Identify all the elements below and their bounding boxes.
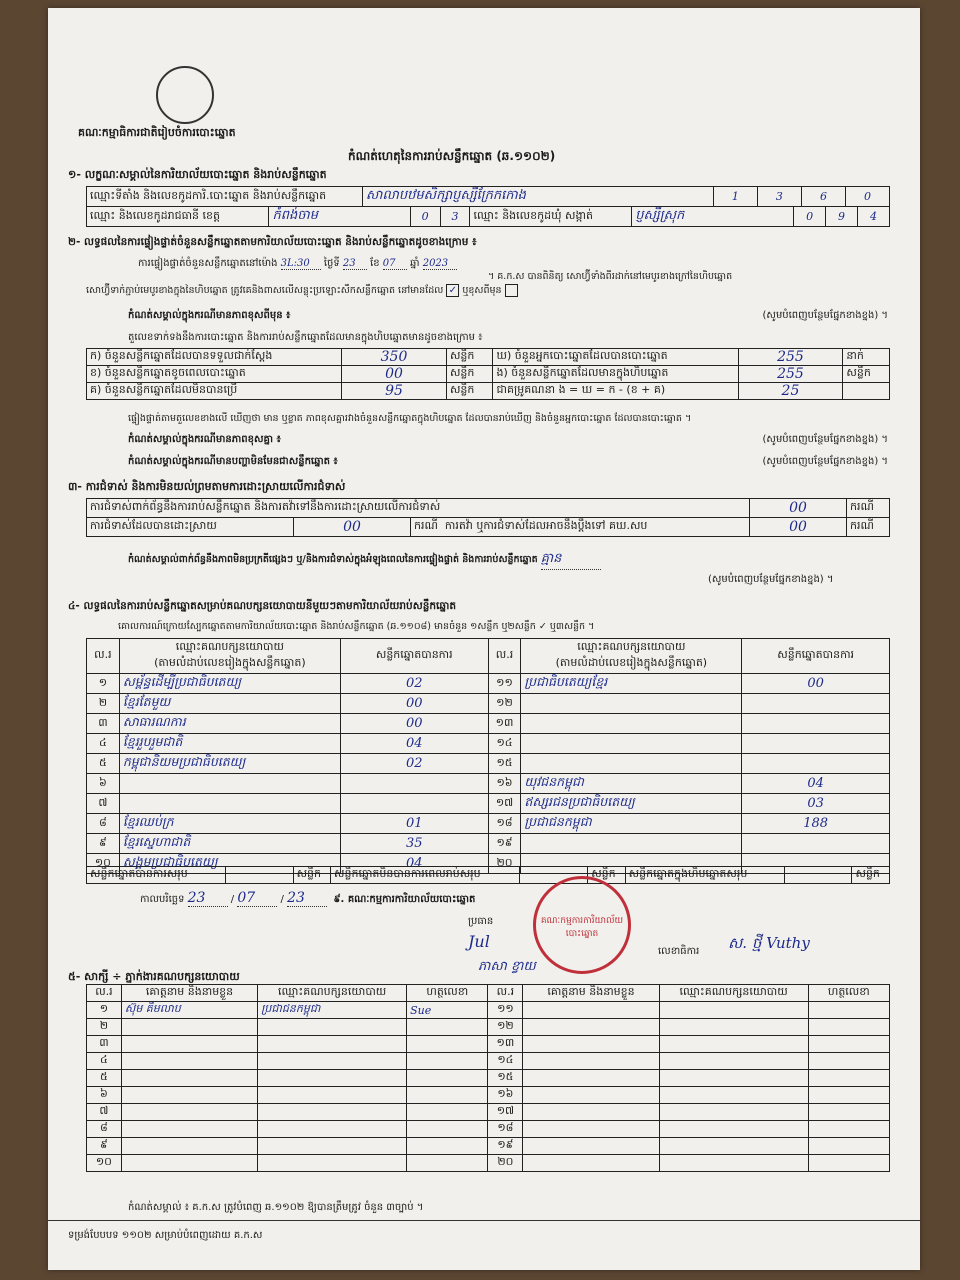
party-no: ១១: [488, 674, 521, 694]
witness-no: ៥: [87, 1070, 122, 1087]
footnote: កំណត់សម្គាល់ ៖ គ.ក.ស ត្រូវបំពេញ ឆ.១១០២ ឱ្យបានត្រឹមត្រូវ ចំនួន ៣ច្បាប់ ។: [128, 1202, 424, 1213]
date-month: 07: [237, 890, 277, 907]
col-sign-header: ហត្ថលេខា: [407, 985, 488, 1002]
party-no: ៥: [87, 754, 120, 774]
site-code-digit: 1: [713, 187, 757, 207]
irregularity-value: គ្មាន: [541, 550, 601, 570]
col-party-title: ឈ្មោះគណបក្សនយោបាយ: [577, 640, 686, 653]
party-votes: 35: [340, 834, 488, 854]
witness-no: ១: [87, 1002, 122, 1019]
verification-line: [138, 256, 457, 271]
witness-party: [659, 1036, 808, 1053]
witness-no: ១៣: [488, 1036, 523, 1053]
section1-table-row2: [86, 206, 890, 227]
witness-name: [523, 1053, 659, 1070]
party-no: ១៥: [488, 754, 521, 774]
witness-row: [87, 1053, 890, 1070]
party-name: [521, 754, 742, 774]
witness-party: [258, 1087, 407, 1104]
party-no: ១: [87, 674, 120, 694]
witness-signature: [808, 1036, 889, 1053]
year-label: ឆ្នាំ: [409, 258, 420, 269]
party-no: ១០: [87, 854, 120, 874]
witness-party: [258, 1121, 407, 1138]
witness-signature: [407, 1138, 488, 1155]
figure-value: 25: [738, 383, 843, 400]
province-code-digit: 3: [440, 207, 470, 227]
witness-no: ១៤: [488, 1053, 523, 1070]
party-votes: [340, 774, 488, 794]
site-code-digit: 0: [845, 187, 889, 207]
party-no: ២០: [488, 854, 521, 874]
witness-row: [87, 1036, 890, 1053]
party-name: ប្រជាធិបតេយ្យខ្មែរ: [521, 674, 742, 694]
witness-signature: [407, 1070, 488, 1087]
witness-party: [258, 1053, 407, 1070]
totals-row: [86, 866, 890, 884]
discrepancy-note-label: កំណត់សម្គាល់ក្នុងករណីមានភាពខុសគ្នា ៖: [128, 434, 281, 445]
witness-name: [523, 1087, 659, 1104]
seal-line: [86, 284, 518, 298]
committee-name: គណៈកម្មាធិការជាតិរៀបចំការបោះឆ្នោត: [78, 126, 236, 139]
witness-no: ១៥: [488, 1070, 523, 1087]
col-party-header: ឈ្មោះគណបក្សនយោបាយ: [258, 985, 407, 1002]
witness-name: [523, 1002, 659, 1019]
commune-label: ឈ្មោះ និងលេខកូដឃុំ សង្កាត់: [470, 207, 632, 227]
fill-note: (សូមបំពេញបន្ថែមផ្នែកខាងខ្នង) ។: [762, 456, 888, 467]
witness-row: [87, 1087, 890, 1104]
col-sign-header: ហត្ថលេខា: [808, 985, 889, 1002]
witness-row: [87, 1155, 890, 1172]
witness-no: ១៦: [488, 1087, 523, 1104]
party-result-row: [87, 774, 890, 794]
party-no: ១៨: [488, 814, 521, 834]
party-votes: 04: [742, 774, 890, 794]
witness-party: [659, 1121, 808, 1138]
party-votes: 03: [742, 794, 890, 814]
party-name: សង្គមប្រជាធិបតេយ្យ: [119, 854, 340, 874]
party-name: ប្រជាជនកម្ពុជា: [521, 814, 742, 834]
witness-party: [659, 1087, 808, 1104]
total-invalid-label: សន្លឹកឆ្នោតមិនបានការពេលរាប់សរុប: [331, 867, 520, 884]
party-no: ២: [87, 694, 120, 714]
figure-value: 255: [738, 366, 843, 383]
witness-name: ស៊ុម គឹមលាប: [121, 1002, 257, 1019]
party-no: ១៦: [488, 774, 521, 794]
figure-unit: នាក់: [843, 349, 890, 366]
party-name: សាធារណការ: [119, 714, 340, 734]
witness-signature: [407, 1121, 488, 1138]
figure-label: ជាគម្រូគណនា ង = ឃ = ក - (ខ + គ): [493, 383, 738, 400]
witness-signature: Sue: [407, 1002, 488, 1019]
party-votes: 00: [340, 694, 488, 714]
witness-signature: [808, 1053, 889, 1070]
witness-signature: [407, 1053, 488, 1070]
appeal-label: ការតវ៉ា ឬការជំទាស់ដែលអាចនឹងប្តឹងទៅ គឃ.សប: [444, 519, 648, 532]
commune-code-digit: 0: [794, 207, 826, 227]
appeal-value: 00: [750, 518, 847, 537]
witness-signature: [808, 1070, 889, 1087]
section3-title: ៣- ការជំទាស់ និងការមិនយល់ព្រមតាមការដោះស្រាយលើការជំទាស់: [68, 480, 346, 493]
witness-name: [121, 1104, 257, 1121]
witness-no: ១៧: [488, 1104, 523, 1121]
party-name: ខ្មែរស្នេហាជាតិ: [119, 834, 340, 854]
col-no-header: ល.រ: [488, 985, 523, 1002]
site-code-digit: 3: [757, 187, 801, 207]
figure-unit: សន្លឹក: [843, 366, 890, 383]
party-votes: 04: [340, 854, 488, 874]
party-no: ៧: [87, 794, 120, 814]
witness-party: [258, 1070, 407, 1087]
stamp-text: គណៈកម្មការការិយាល័យបោះឆ្នោត: [540, 916, 624, 939]
party-votes: [742, 734, 890, 754]
party-votes: [742, 834, 890, 854]
change-note-label: កំណត់សម្គាល់ក្នុងករណីមានភាពខុសពីមុន ៖: [128, 310, 291, 321]
day-label: ថ្ងៃទី: [323, 258, 340, 269]
witness-row: [87, 1019, 890, 1036]
resolved-label: ការជំទាស់ដែលបានដោះស្រាយ: [87, 518, 294, 537]
party-votes: 00: [340, 714, 488, 734]
witness-row: [87, 1138, 890, 1155]
party-result-row: [87, 794, 890, 814]
witness-party: [659, 1053, 808, 1070]
irregularity-note: [128, 550, 601, 570]
party-no: ១៤: [488, 734, 521, 754]
party-name: [521, 714, 742, 734]
witness-name: [523, 1155, 659, 1172]
party-result-row: [87, 674, 890, 694]
witness-no: ១៨: [488, 1121, 523, 1138]
col-votes-header: សន្លឹកឆ្នោតបានការ: [742, 639, 890, 674]
province-value: កំពង់ចាម: [269, 207, 410, 227]
discrepancy-note-line: [128, 432, 888, 447]
figure-label: ង) ចំនួនសន្លឹកឆ្នោតដែលមានក្នុងហិបឆ្នោត: [493, 366, 738, 383]
witness-party: [258, 1138, 407, 1155]
witness-no: ៦: [87, 1087, 122, 1104]
witness-name: [523, 1104, 659, 1121]
form-footer: ទម្រង់បែបបទ ១១០២ សម្រាប់បំពេញដោយ គ.ក.ស: [68, 1230, 263, 1241]
witness-party: [659, 1104, 808, 1121]
secretary-signature: ស. ថ្មី Vuthy: [728, 934, 810, 952]
ballot-count-form: [48, 8, 920, 1270]
chair-signature: Jul: [468, 932, 490, 951]
witness-signature: [407, 1036, 488, 1053]
figure-value: 255: [738, 349, 843, 366]
witness-table: [86, 984, 890, 1172]
section2-title: ២- លទ្ធផលនៃការផ្ទៀងផ្ទាត់ចំនួនសន្លឹកឆ្នោតតាមការិយាល័យបោះឆ្នោត និងរាប់សន្លឹកឆ្នោតដូចខាងក្រោម ៖: [68, 236, 477, 248]
witness-no: ២០: [488, 1155, 523, 1172]
witness-name: [121, 1036, 257, 1053]
col-party-subtitle: (តាមលំដាប់លេខរៀងក្នុងសន្លឹកឆ្នោត): [555, 656, 708, 669]
party-result-row: [87, 734, 890, 754]
party-name: [119, 794, 340, 814]
witness-signature: [407, 1104, 488, 1121]
party-votes: 188: [742, 814, 890, 834]
seal-changed-label: ឬខុសពីមុន: [462, 285, 502, 296]
fill-note: (សូមបំពេញបន្ថែមផ្នែកខាងខ្នង) ។: [708, 574, 834, 585]
figure-label: ក) ចំនួនសន្លឹកឆ្នោតដែលបានទទួលជាក់ស្តែង: [87, 349, 342, 366]
figure-unit: សន្លឹក: [446, 349, 493, 366]
party-votes: [742, 754, 890, 774]
party-no: ៩: [87, 834, 120, 854]
figure-unit: [843, 383, 890, 400]
witness-party: ប្រជាជនកម្ពុជា: [258, 1002, 407, 1019]
witness-name: [121, 1019, 257, 1036]
witness-party: [258, 1104, 407, 1121]
witness-name: [523, 1121, 659, 1138]
section4-title: ៤- លទ្ធផលនៃការរាប់សន្លឹកឆ្នោតសម្រាប់គណបក្សនយោបាយនីមួយៗតាមការិយាល័យរាប់សន្លឹកឆ្នោត: [68, 600, 457, 612]
non-ballot-note-line: [128, 454, 888, 469]
party-votes: 01: [340, 814, 488, 834]
figures-row: [87, 366, 890, 383]
figure-label: ឃ) ចំនួនអ្នកបោះឆ្នោតដែលបានបោះឆ្នោត: [493, 349, 738, 366]
figure-value: 350: [342, 349, 447, 366]
col-party-title: ឈ្មោះគណបក្សនយោបាយ: [175, 640, 284, 653]
party-result-row: [87, 814, 890, 834]
party-name: [119, 774, 340, 794]
footer-divider: [48, 1220, 920, 1221]
nec-emblem-icon: [156, 66, 214, 124]
party-no: ១២: [488, 694, 521, 714]
committee-signature-label: ៩. គណៈកម្មការការិយាល័យបោះឆ្នោត: [333, 894, 476, 905]
party-result-row: [87, 714, 890, 734]
date-year: 23: [287, 890, 327, 907]
objections-table: [86, 498, 890, 537]
section5-title: ៥- សាក្សី ÷ ភ្នាក់ងារគណបក្សនយោបាយ: [68, 970, 240, 983]
section1-title: ១- លក្ខណៈសម្គាល់នៃការិយាល័យបោះឆ្នោត និងរាប់សន្លឹកឆ្នោត: [68, 168, 327, 181]
party-name: យុវជនកម្ពុជា: [521, 774, 742, 794]
figure-value: 00: [342, 366, 447, 383]
witness-no: ៨: [87, 1121, 122, 1138]
witness-name: [523, 1036, 659, 1053]
party-name: ខ្មែរឈប់ក្រ: [119, 814, 340, 834]
compare-line: ផ្ទៀងផ្ទាត់តាមតួលេខខាងលើ ឃើញថា មាន ឬខ្លាត ភាពខុសគ្នារវាងចំនួនសន្លឹកឆ្នោតក្នុងហិបឆ្នោត ដែលបានរាប់ឃើញ និងចំនួនអ្នកបោះឆ្នោត ដែលបានបោះឆ្នោត ។: [128, 413, 692, 424]
section4-subtitle: គោលការណ៍ក្រោយស្បែកឆ្នោតតាមការិយាល័យបោះឆ្នោត និងរាប់សន្លឹកឆ្នោត (ឆ.១១០៨) មានចំនួន ១សន្លឹក ឬ២សន្លឹក ✓ ឬ៣សន្លឹក ។: [118, 621, 595, 632]
witness-name: [121, 1087, 257, 1104]
witness-row: [87, 1002, 890, 1019]
verification-time: 3L:30: [281, 258, 321, 270]
unit-label: សន្លឹក: [852, 867, 890, 884]
figures-row: [87, 383, 890, 400]
site-code-digit: 6: [801, 187, 845, 207]
total-valid-label: សន្លឹកឆ្នោតបានការសរុប: [87, 867, 226, 884]
witness-party: [659, 1019, 808, 1036]
objection-value: 00: [750, 499, 847, 518]
figure-unit: សន្លឹក: [446, 383, 493, 400]
party-no: ៣: [87, 714, 120, 734]
objection-unit: ករណី: [847, 499, 890, 518]
witness-no: ២: [87, 1019, 122, 1036]
party-name: [521, 734, 742, 754]
party-votes: [742, 714, 890, 734]
party-no: ៦: [87, 774, 120, 794]
figure-label: ខ) ចំនួនសន្លឹកឆ្នោតខូចពេលបោះឆ្នោត: [87, 366, 342, 383]
witness-signature: [808, 1104, 889, 1121]
figure-label: គ) ចំនួនសន្លឹកឆ្នោតដែលមិនបានប្រើ: [87, 383, 342, 400]
witness-party: [258, 1036, 407, 1053]
witness-signature: [808, 1087, 889, 1104]
witness-name: [121, 1121, 257, 1138]
site-value: សាលាបឋមសិក្សាប្ញស្សីក្រែកកោង: [362, 187, 713, 207]
witness-row: [87, 1121, 890, 1138]
witness-party: [258, 1155, 407, 1172]
party-result-row: [87, 754, 890, 774]
witness-name: [523, 1019, 659, 1036]
party-name: [521, 694, 742, 714]
party-name: កម្ពុជានិយមប្រជាធិបតេយ្យ: [119, 754, 340, 774]
party-no: ៤: [87, 734, 120, 754]
witness-row: [87, 1104, 890, 1121]
party-name: សម្ព័ន្ធដើម្បីប្រជាធិបតេយ្យ: [119, 674, 340, 694]
figures-row: [87, 349, 890, 366]
witness-no: ១០: [87, 1155, 122, 1172]
party-votes: 02: [340, 674, 488, 694]
party-name: ឥស្សរជនប្រជាធិបតេយ្យ: [521, 794, 742, 814]
witness-name: [121, 1053, 257, 1070]
witness-no: ៣: [87, 1036, 122, 1053]
witness-signature: [407, 1019, 488, 1036]
party-name: ខ្មែរតែមួយ: [119, 694, 340, 714]
month-label: ខែ: [370, 258, 380, 269]
figures-intro: តួលេខទាក់ទងនឹងការបោះឆ្នោត និងការរាប់សន្លឹកឆ្នោតដែលមានក្នុងហិបឆ្នោតមានដូចខាងក្រោម ៖: [128, 332, 483, 343]
commune-code-digit: 4: [858, 207, 890, 227]
party-no: ៨: [87, 814, 120, 834]
commune-code-digit: 9: [826, 207, 858, 227]
chair-name: ភាសា ខ្វាយ: [478, 959, 536, 974]
seal-intact-checkbox[interactable]: ✓: [446, 284, 459, 297]
seal-text: សោហ្វ៊ីទាក់ភ្ជាប់មេបូរខាងក្នុងនៃហិបឆ្នោត ត្រូវគេនិងពាសលើសន្លុះប្រឡោះសឹកសន្លឹកឆ្នោត នៅមានដែល: [86, 285, 444, 296]
witness-name: [121, 1155, 257, 1172]
verification-label: ការផ្ទៀងផ្ទាត់ចំនួនសន្លឹកឆ្នោតនៅម៉ោង: [138, 258, 278, 269]
province-label: ឈ្មោះ និងលេខកូដរាជធានី ខេត្ត: [87, 207, 269, 227]
party-name: ខ្មែររួបរួមជាតិ: [119, 734, 340, 754]
appeal-unit: ករណី: [847, 518, 890, 537]
appeal-cell: [411, 518, 750, 537]
unit-label: សន្លឹក: [588, 867, 625, 884]
chair-label: ប្រធាន: [468, 916, 494, 927]
figure-unit: សន្លឹក: [446, 366, 493, 383]
witness-party: [659, 1070, 808, 1087]
irregularity-label: កំណត់សម្គាល់ពាក់ព័ន្ធនឹងភាពមិនប្រក្រតីផ្សេងៗ ឬ/និងការជំទាស់ក្នុងអំឡុងពេលនៃការផ្ទៀងផ្ទាត់ និងការរាប់សន្លឹកឆ្នោត: [128, 554, 538, 565]
col-party-header: [119, 639, 340, 674]
witness-no: ៧: [87, 1104, 122, 1121]
witness-signature: [808, 1155, 889, 1172]
witness-no: ៩: [87, 1138, 122, 1155]
col-no-header: ល.រ: [488, 639, 521, 674]
figure-value: 95: [342, 383, 447, 400]
secretary-label: លេខាធិការ: [658, 946, 700, 957]
witness-row: [87, 1070, 890, 1087]
date-label: កាលបរិច្ឆេទ: [140, 894, 185, 905]
witness-party: [659, 1155, 808, 1172]
witness-signature: [808, 1019, 889, 1036]
party-no: ១៧: [488, 794, 521, 814]
col-votes-header: សន្លឹកឆ្នោតបានការ: [340, 639, 488, 674]
witness-party: [258, 1019, 407, 1036]
seal-changed-checkbox[interactable]: [505, 284, 518, 297]
party-no: ១៣: [488, 714, 521, 734]
witness-name: [523, 1070, 659, 1087]
section1-table: [86, 186, 890, 207]
col-name-header: គោត្តនាម និងនាមខ្លួន: [523, 985, 659, 1002]
witness-party: [659, 1138, 808, 1155]
witness-signature: [808, 1121, 889, 1138]
province-code-digit: 0: [410, 207, 440, 227]
change-note-line: [128, 308, 888, 323]
witness-no: ៤: [87, 1053, 122, 1070]
site-label: ឈ្មោះទីតាំង និងលេខកូដការិ.បោះឆ្នោត និងរាប់សន្លឹកឆ្នោត: [87, 187, 363, 207]
col-no-header: ល.រ: [87, 639, 120, 674]
official-stamp: [533, 876, 631, 974]
witness-signature: [808, 1138, 889, 1155]
col-no-header: ល.រ: [87, 985, 122, 1002]
col-name-header: គោត្តនាម និងនាមខ្លួន: [121, 985, 257, 1002]
witness-no: ១២: [488, 1019, 523, 1036]
party-votes: 02: [340, 754, 488, 774]
party-votes: [340, 794, 488, 814]
party-result-row: [87, 694, 890, 714]
witness-signature: [407, 1087, 488, 1104]
date-line: កាលបរិច្ឆេទ 23 / 07 / 23 ៩. គណៈកម្មការការិយាល័យបោះឆ្នោត: [140, 890, 476, 906]
total-box-label: សន្លឹកឆ្នោតក្នុងហិបឆ្នោតសរុប: [625, 867, 784, 884]
witness-no: ១១: [488, 1002, 523, 1019]
witness-party: [659, 1002, 808, 1019]
figures-table: [86, 348, 890, 400]
col-party-header: [521, 639, 742, 674]
fill-note: (សូមបំពេញបន្ថែមផ្នែកខាងខ្នង) ។: [762, 310, 888, 321]
verification-year: 2023: [423, 258, 457, 270]
resolved-unit: ករណី: [414, 519, 438, 532]
non-ballot-note-label: កំណត់សម្គាល់ក្នុងករណីមានបញ្ហាមិនមែនជាសន្លឹកឆ្នោត ៖: [128, 456, 338, 467]
fill-note: (សូមបំពេញបន្ថែមផ្នែកខាងខ្នង) ។: [762, 434, 888, 445]
witness-signature: [407, 1155, 488, 1172]
verification-line-rest: ។ គ.ក.ស បានពិនិត្យ សោហ្វ៊ីទាំងពីរដាក់នៅមេបូរខាងក្រៅនៃហិបឆ្នោត: [488, 271, 733, 282]
verification-month: 07: [383, 258, 407, 270]
objection-label: ការជំទាស់ពាក់ព័ន្ធនឹងការរាប់សន្លឹកឆ្នោត និងការតវ៉ាទៅនឹងការដោះស្រាយលើការជំទាស់: [87, 499, 750, 518]
commune-value: ប្ញស្សីស្រុក: [632, 207, 794, 227]
party-votes: [742, 694, 890, 714]
witness-no: ១៩: [488, 1138, 523, 1155]
witness-name: [121, 1070, 257, 1087]
party-result-row: [87, 834, 890, 854]
witness-signature: [808, 1002, 889, 1019]
witness-name: [523, 1138, 659, 1155]
party-results-table: [86, 638, 890, 874]
party-name: [521, 834, 742, 854]
verification-day: 23: [343, 258, 367, 270]
form-title: កំណត់ហេតុនៃការរាប់សន្លឹកឆ្នោត (ឆ.១១០២): [348, 149, 556, 163]
col-party-header: ឈ្មោះគណបក្សនយោបាយ: [659, 985, 808, 1002]
party-no: ១៩: [488, 834, 521, 854]
date-day: 23: [188, 890, 228, 907]
col-party-subtitle: (តាមលំដាប់លេខរៀងក្នុងសន្លឹកឆ្នោត): [154, 656, 306, 669]
party-votes: 00: [742, 674, 890, 694]
party-votes: 04: [340, 734, 488, 754]
witness-name: [121, 1138, 257, 1155]
resolved-value: 00: [294, 518, 411, 537]
unit-label: សន្លឹក: [293, 867, 330, 884]
